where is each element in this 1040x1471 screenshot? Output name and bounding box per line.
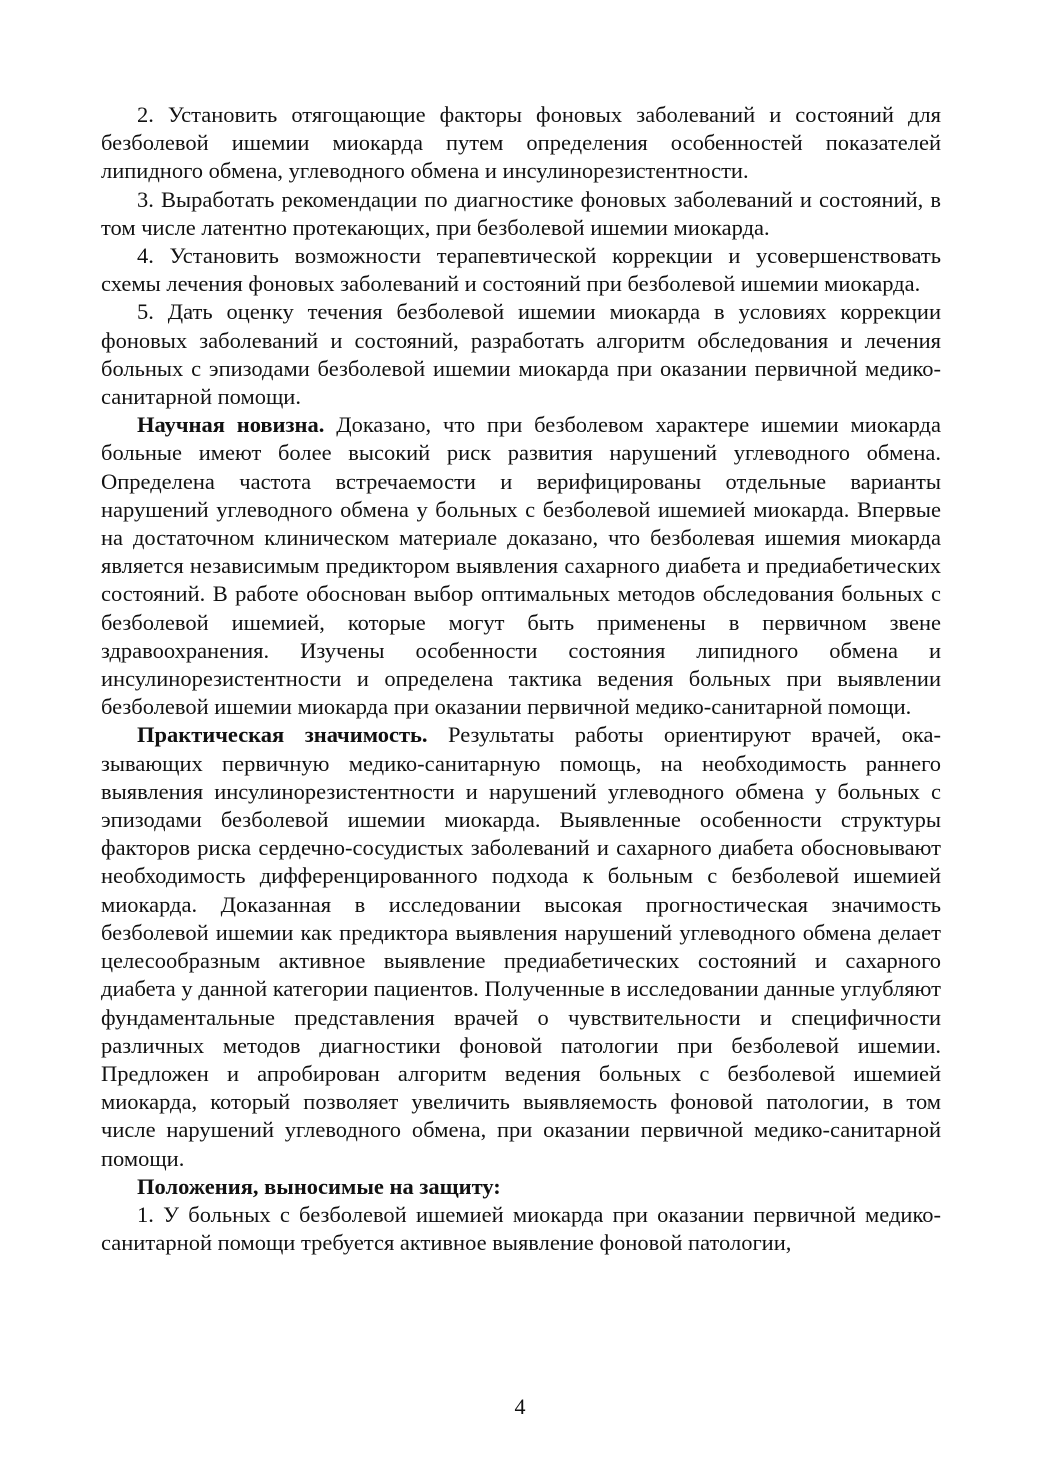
paragraph-text: Результаты работы ориентируют врачей, оказывающих первичную медико-санитарную помощь, на необходимость раннего выявления инсулинорезистентности и нарушений углеводного обмена у больных с эпизодами безболевой ишемии миокарда. Выявленные особенности структуры факторов риска сердечно-сосудистых заболеваний и сахарного диабета обосновывают необходимость дифференцированного подхода к больным с безболевой ишемией миокарда. Доказанная в исследовании высокая прогностическая значимость безболевой ишемии как предиктора выявления нарушений углеводного обмена делает целесообразным активное выявление предиабетических состояний и сахарного диабета у данной категории пациентов. Полученные в исследовании данные углубляют фундаментальные представления врачей о чувствительности и специфичности различных методов диагностики фоновой патологии при безболевой ишемии. Предложен и апробирован алгоритм ведения больных с безболевой ишемией миокарда, который позволяет увеличить выявляемость фоновой патологии, в том числе нарушений углеводного обмена, при оказании первичной медико-санитарной помощи. [101,722,942,1171]
objective-3-paragraph [101,186,941,242]
objective-4-paragraph [101,242,941,298]
paragraph-text: Доказано, что при безболевом характере ишемии миокарда больные имеют более высокий риск развития нарушений углеводного обмена. Определена частота встречаемости и верифицированы отдельные варианты нарушений углеводного обмена у больных с безболевой ишемией миокарда. Впервые на достаточном клиническом материале доказано, что безболевая ишемия миокарда является независимым предиктором выявления сахарного диабета и предиабетических состояний. В работе обоснован выбор оптимальных методов обследования больных с безболевой ишемией, которые могут быть применены в первичном звене здравоохранения. Изучены особенности состояния липидного обмена и инсулинорезистентности и определена тактика ведения больных при выявлении безболевой ишемии миокарда при оказании первичной медико-санитарной помощи. [101,412,941,720]
defense-provisions-heading: Положения, выносимые на защиту: [137,1173,501,1199]
page-number: 4 [514,1394,526,1419]
objective-5-paragraph [101,298,941,411]
objective-2-paragraph [101,101,941,186]
paragraph-text: 3. Выработать рекомендации по диагностике фоновых заболеваний и состояний, в том числе латентно протекающих, при безболевой ишемии миокарда. [101,186,941,240]
paragraph-text: 1. У больных с безболевой ишемией миокарда при оказании первичной медико-санитарной помощи требуется активное выявление фоновой патологии, [101,1201,941,1256]
paragraph-text: 2. Установить отягощающие факторы фоновых заболеваний и состояний для безболевой ишемии миокарда путем определения особенностей показателей липидного обмена, углеводного обмена и инсулинорезистентности. [101,102,941,184]
document-page [101,101,941,1257]
paragraph-text: 4. Установить возможности терапевтической коррекции и усовершенствовать схемы лечения фоновых заболеваний и состояний при безболевой ишемии миокарда. [101,243,941,297]
scientific-novelty-heading: Научная новизна. [137,412,325,438]
paragraph-text: 5. Дать оценку течения безболевой ишемии миокарда в условиях коррекции фоновых заболеваний и состояний, разработать алгоритм обследования и лечения больных с эпизодами безболевой ишемии миокарда при оказании первичной медико-санитарной помощи. [101,299,941,410]
practical-significance-heading: Практическая значимость. [137,722,428,748]
practical-significance-paragraph [101,721,941,1172]
scientific-novelty-paragraph [101,411,941,721]
provision-1-paragraph [101,1201,941,1257]
